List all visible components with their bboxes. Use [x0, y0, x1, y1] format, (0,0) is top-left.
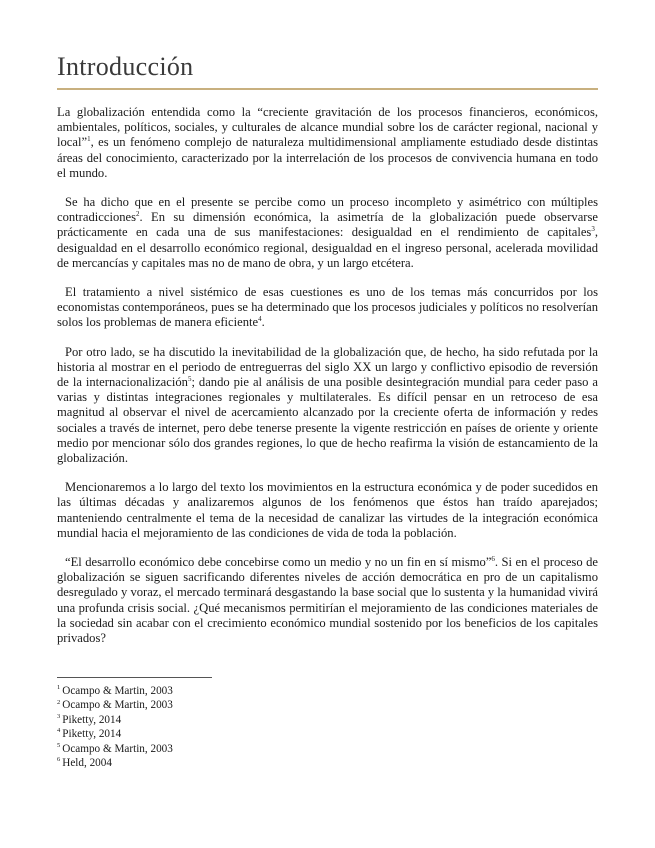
footnote-1 — [57, 684, 357, 698]
paragraph-6 — [57, 555, 598, 646]
footnote-number: 6 — [57, 756, 61, 764]
paragraph-text: , desigualdad en el desarrollo económico regional, desigualdad en el ingreso personal, acelerada movilidad de mercancías y capitales mas no de mano de obra, y un largo etcétera. — [57, 225, 598, 270]
footnote-ref: 6 — [491, 554, 495, 563]
paragraph-text: El tratamiento a nivel sistémico de esas cuestiones es uno de los temas más concurridos por los economistas contemporáneos, pues se ha determinado que los procesos judiciales y políticos no resolverían solos los problemas de manera eficiente — [57, 285, 598, 330]
footnote-ref: 4 — [258, 315, 262, 324]
paragraph-text: La globalización entendida como la “creciente gravitación de los procesos financieros, económicos, ambientales, políticos, sociales, y culturales de alcance mundial sobre los de carácter regional, nacional y local” — [57, 105, 598, 150]
footnote-text: Ocampo & Martin, 2003 — [62, 742, 173, 755]
paragraph-text: . — [261, 315, 265, 330]
footnote-text: Ocampo & Martin, 2003 — [62, 699, 173, 712]
paragraph-3 — [57, 285, 598, 331]
footnote-6 — [57, 756, 357, 770]
footnote-2 — [57, 698, 357, 712]
paragraph-text: . En su dimensión económica, la asimetría de la globalización puede observarse prácticamente en cada una de sus manifestaciones: desigualdad en el rendimiento de capitales — [57, 210, 598, 240]
paragraph-text: Mencionaremos a lo largo del texto los movimientos en la estructura económica y de poder sucedidos en las últimas décadas y analizaremos algunos de los fenómenos que éstos han traído aparejados; manteniendo centralmente el tema de la necesidad de canalizar las virtudes de la integración económica mundial hacia el mejoramiento de las condiciones de vida de toda la población. — [57, 480, 598, 540]
paragraph-1 — [57, 105, 598, 181]
paragraph-2 — [57, 195, 598, 271]
body-text — [57, 105, 598, 660]
paragraph-5 — [57, 480, 598, 541]
footnote-number: 4 — [57, 727, 61, 735]
page-title: Introducción — [57, 52, 194, 81]
footnote-text: Piketty, 2014 — [62, 728, 122, 741]
paragraph-text: . Si en el proceso de globalización se siguen sacrificando diferentes niveles de acción democrática en pro de un capitalismo desregulado y voraz, el mercado terminará desgastando la base social que lo sustenta y la humanidad vivirá una profunda crisis social. ¿Qué mecanismos permitirían el mejoramiento de las condiciones materiales de la sociedad sin acabar con el crecimiento económico mundial sostenido por los beneficios de los capitales privados? — [57, 555, 598, 646]
footnotes — [57, 684, 357, 770]
footnote-text: Ocampo & Martin, 2003 — [62, 685, 173, 697]
footnote-4 — [57, 727, 357, 741]
footnote-ref: 3 — [591, 225, 595, 234]
footnote-ref: 2 — [136, 210, 140, 219]
footnote-text: Held, 2004 — [62, 757, 112, 770]
footnote-5 — [57, 742, 357, 756]
footnote-number: 1 — [57, 684, 61, 692]
footnote-ref: 1 — [87, 135, 91, 144]
footnote-number: 2 — [57, 698, 61, 706]
footnote-ref: 5 — [187, 374, 192, 383]
footnote-3 — [57, 713, 357, 727]
footnote-number: 3 — [57, 713, 61, 721]
footnote-number: 5 — [57, 741, 61, 749]
footnote-text: Piketty, 2014 — [62, 713, 122, 726]
title-divider — [57, 88, 598, 90]
paragraph-4 — [57, 345, 598, 467]
paragraph-text: ; dando pie al análisis de una posible desintegración mundial para ceder paso a varias y distintas integraciones regionales y multilaterales. Es difícil pensar en un retroceso de esa magnitud al observar el nivel de acercamiento alcanzado por la creciente oferta de información y redes sociales a través de internet, pero debe tenerse presente la vigente restricción en países de oriente y oriente medio por mencionar sólo dos grandes regiones, lo que de hecho reafirma la visión de estancamiento de la globalización. — [57, 375, 599, 466]
footnote-divider — [57, 677, 212, 678]
paragraph-text: “El desarrollo económico debe concebirse como un medio y no un fin en sí mismo” — [65, 555, 492, 570]
paragraph-text: Se ha dicho que en el presente se percibe como un proceso incompleto y asimétrico con múltiples contradicciones — [57, 195, 598, 225]
paragraph-text: , es un fenómeno complejo de naturaleza multidimensional ampliamente estudiado desde distintas áreas del conocimiento, caracterizado por la interrelación de los procesos de convivencia humana en todo el mundo. — [57, 135, 598, 180]
paragraph-text: Por otro lado, se ha discutido la inevitabilidad de la globalización que, de hecho, ha sido refutada por la historia al mostrar en el periodo de entreguerras del siglo XX un largo y conflictivo episodio de reversión de la internacionalización — [57, 344, 598, 390]
